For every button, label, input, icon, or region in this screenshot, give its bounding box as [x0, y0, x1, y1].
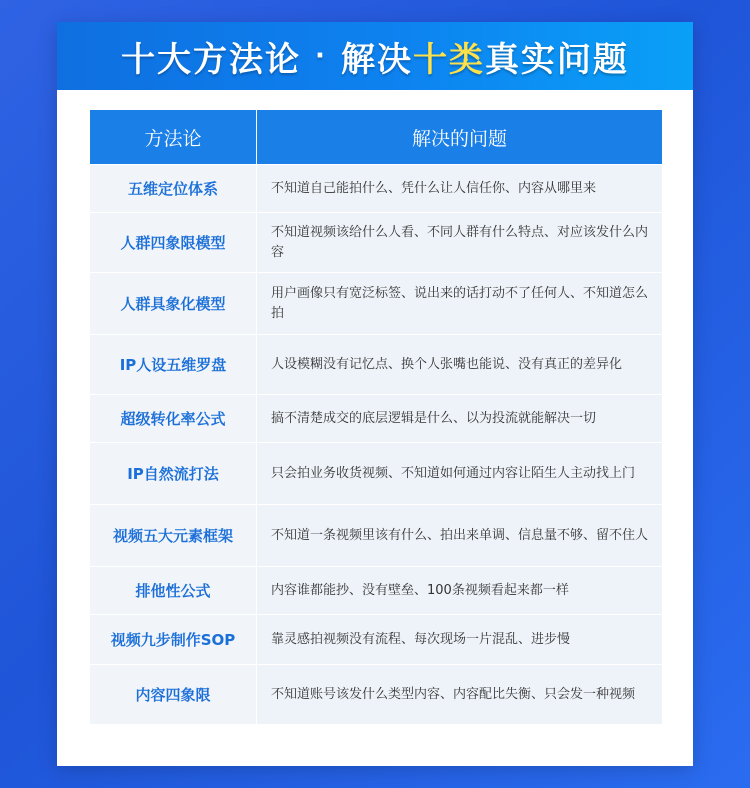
table-row	[90, 665, 663, 725]
title-part1: 十大方法论	[121, 39, 302, 80]
title-accent: 十类	[412, 39, 485, 80]
method-cell: 超级转化率公式	[90, 395, 257, 443]
table-row	[90, 443, 663, 505]
title-part3: 真实问题	[484, 39, 629, 80]
method-cell: 排他性公式	[90, 567, 257, 615]
method-cell: 人群具象化模型	[90, 273, 257, 335]
title-banner	[57, 22, 693, 90]
problem-cell: 不知道一条视频里该有什么、拍出来单调、信息量不够、留不住人	[257, 505, 663, 567]
table-row	[90, 567, 663, 615]
table-row	[90, 505, 663, 567]
method-cell: 人群四象限模型	[90, 213, 257, 273]
problem-cell: 不知道视频该给什么人看、不同人群有什么特点、对应该发什么内容	[257, 213, 663, 273]
problem-cell: 搞不清楚成交的底层逻辑是什么、以为投流就能解决一切	[257, 395, 663, 443]
table-row	[90, 335, 663, 395]
method-cell: IP人设五维罗盘	[90, 335, 257, 395]
header-problem: 解决的问题	[257, 110, 663, 165]
problem-cell: 靠灵感拍视频没有流程、每次现场一片混乱、进步慢	[257, 615, 663, 665]
methods-table	[89, 109, 663, 725]
problem-cell: 人设模糊没有记忆点、换个人张嘴也能说、没有真正的差异化	[257, 335, 663, 395]
content-card	[57, 22, 693, 766]
method-cell: IP自然流打法	[90, 443, 257, 505]
problem-cell: 内容谁都能抄、没有壁垒、100条视频看起来都一样	[257, 567, 663, 615]
method-cell: 视频五大元素框架	[90, 505, 257, 567]
table-row	[90, 273, 663, 335]
title-separator: ·	[315, 41, 327, 71]
table-row	[90, 615, 663, 665]
method-cell: 五维定位体系	[90, 165, 257, 213]
title-part2: 解决	[340, 39, 413, 80]
method-cell: 视频九步制作SOP	[90, 615, 257, 665]
method-cell: 内容四象限	[90, 665, 257, 725]
header-method: 方法论	[90, 110, 257, 165]
problem-cell: 用户画像只有宽泛标签、说出来的话打动不了任何人、不知道怎么拍	[257, 273, 663, 335]
table-header-row	[90, 110, 663, 165]
problem-cell: 不知道自己能拍什么、凭什么让人信任你、内容从哪里来	[257, 165, 663, 213]
table-row	[90, 213, 663, 273]
problem-cell: 不知道账号该发什么类型内容、内容配比失衡、只会发一种视频	[257, 665, 663, 725]
problem-cell: 只会拍业务收货视频、不知道如何通过内容让陌生人主动找上门	[257, 443, 663, 505]
table-row	[90, 395, 663, 443]
table-row	[90, 165, 663, 213]
